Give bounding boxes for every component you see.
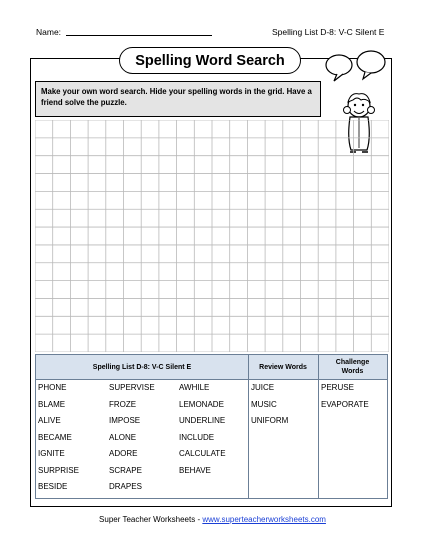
spelling-word: ADORE	[109, 449, 138, 458]
column-divider	[318, 355, 319, 498]
word-list-table	[35, 354, 388, 499]
spelling-word: IMPOSE	[109, 416, 141, 425]
footer-text: Super Teacher Worksheets -	[99, 515, 203, 524]
spelling-word: BLAME	[38, 399, 66, 409]
review-words-header: Review Words	[259, 363, 307, 371]
spelling-word: AWHILE	[179, 383, 210, 392]
spelling-word: DRAPES	[109, 482, 142, 491]
challenge-word: PERUSE	[321, 383, 354, 392]
column-divider	[248, 355, 249, 498]
footer-link[interactable]: www.superteacherworksheets.com	[202, 515, 326, 524]
name-label: Name:	[36, 27, 62, 37]
spelling-word: SUPERVISE	[109, 383, 155, 392]
challenge-words-header: Challenge Words	[335, 359, 370, 375]
spelling-word: UNDERLINE	[179, 416, 226, 425]
footer	[0, 515, 425, 524]
review-word: UNIFORM	[251, 416, 289, 425]
spelling-list-label: Spelling List D-8: V-C Silent E	[272, 27, 385, 37]
worksheet-title: Spelling Word Search	[119, 47, 301, 74]
spelling-list-header: Spelling List D-8: V-C Silent E	[92, 363, 192, 371]
spelling-word: PHONE	[38, 383, 67, 392]
spelling-word: SURPRISE	[38, 465, 79, 475]
spelling-word: ALONE	[109, 432, 137, 442]
review-word: MUSIC	[251, 399, 277, 409]
spelling-word: INCLUDE	[179, 432, 215, 442]
name-line[interactable]	[66, 35, 212, 36]
spelling-word: ALIVE	[38, 416, 61, 425]
instructions-box: Make your own word search. Hide your spelling words in the grid. Have a friend solve the puzzle.	[35, 81, 321, 117]
spelling-word: IGNITE	[38, 449, 65, 458]
spelling-word: FROZE	[109, 399, 137, 409]
word-search-grid[interactable]	[35, 120, 389, 352]
spelling-word: BEHAVE	[179, 465, 211, 475]
spelling-word: SCRAPE	[109, 465, 142, 475]
spelling-word: BECAME	[38, 432, 72, 442]
spelling-word: CALCULATE	[179, 449, 226, 458]
review-word: JUICE	[251, 383, 275, 392]
spelling-word: LEMONADE	[179, 399, 224, 409]
challenge-word: EVAPORATE	[321, 399, 369, 409]
spelling-word: BESIDE	[38, 482, 68, 491]
